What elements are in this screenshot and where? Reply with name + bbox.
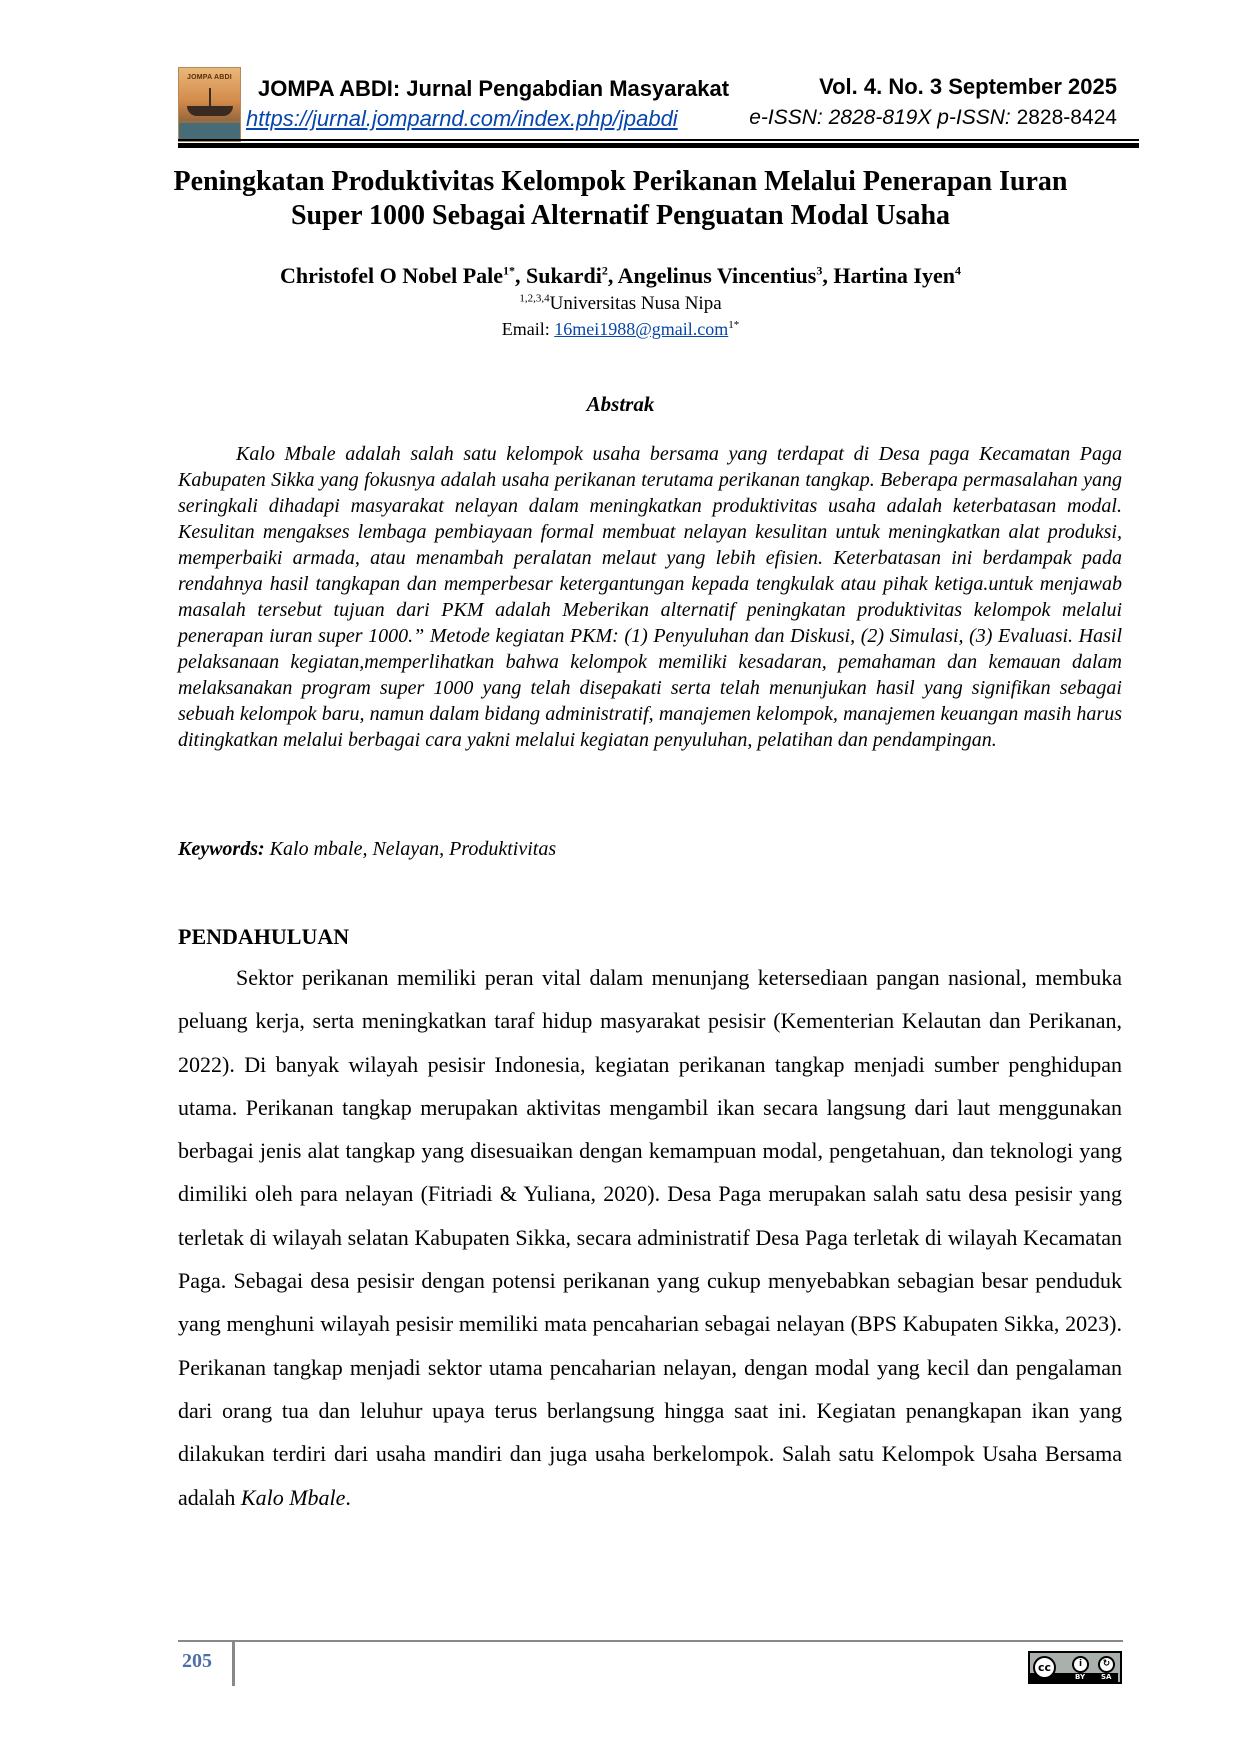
- cover-title: JOMPA ABDI: [187, 74, 232, 81]
- abstract-heading: Abstrak: [586, 392, 655, 416]
- license-by-label: BY: [1075, 1673, 1086, 1681]
- email-link[interactable]: 16mei1988@gmail.com: [554, 319, 729, 339]
- header-rule-thin: [178, 139, 1139, 141]
- affiliation: [150, 293, 1091, 315]
- author-separator: ,: [607, 263, 618, 288]
- author-name: Sukardi: [526, 263, 602, 288]
- author-name: Hartina Iyen: [833, 263, 955, 288]
- author-name: Angelinus Vincentius: [617, 263, 817, 288]
- page-number: 205: [182, 1650, 212, 1672]
- cc-by-sa-license-icon[interactable]: [1028, 1651, 1122, 1684]
- paragraph-text: Sektor perikanan memiliki peran vital dalam menunjang ketersediaan pangan nasional, membuka peluang kerja, serta meningkatkan taraf hidup masyarakat pesisir (Kementerian Kelautan dan Perikanan, 2022). Di banyak wilayah pesisir Indonesia, kegiatan perikanan tangkap menjadi sumber penghidupan utama. Perikanan tangkap merupakan aktivitas mengambil ikan secara langsung dari laut menggunakan berbagai jenis alat tangkap yang disesuaikan dengan kemampuan modal, pengetahuan, dan teknologi yang dimiliki oleh para nelayan (Fitriadi & Yuliana, 2020). Desa Paga merupakan salah satu desa pesisir yang terletak di wilayah selatan Kabupaten Sikka, secara administratif Desa Paga terletak di wilayah Kecamatan Paga. Sebagai desa pesisir dengan potensi perikanan yang cukup menyebabkan sebagian besar penduduk yang menghuni wilayah pesisir memiliki mata pencaharian sebagai nelayan (BPS Kabupaten Sikka, 2023). Perikanan tangkap menjadi sektor utama pencaharian nelayan, dengan modal yang kecil dan pengalaman dari orang tua dan leluhur upaya terus berlangsung hingga saat ini. Kegiatan penangkapan ikan yang dilakukan terdiri dari usaha mandiri dan juga usaha berkelompok. Salah satu Kelompok Usaha Bersama adalah: [178, 965, 1122, 1510]
- email-sup: 1*: [728, 319, 740, 331]
- author-separator: ,: [822, 263, 834, 288]
- section-heading: PENDAHULUAN: [178, 924, 350, 949]
- keywords-label: Keywords:: [178, 838, 265, 860]
- body-paragraph: [178, 956, 1122, 1519]
- author-separator: ,: [515, 263, 527, 288]
- email-line: [150, 319, 1091, 340]
- journal-cover-thumbnail: [178, 67, 241, 142]
- by-person-icon: i: [1072, 1656, 1089, 1673]
- abstract-text: Kalo Mbale adalah salah satu kelompok usaha bersama yang terdapat di Desa paga Kecamatan Paga Kabupaten Sikka yang fokusnya adalah usaha perikanan terutama perikanan tangkap. Beberapa permasalahan yang seringkali dihadapi masyarakat nelayan dalam meningkatkan produktivitas usaha adalah keterbatasan modal. Kesulitan mengakses lembaga pembiayaan formal membuat nelayan kesulitan untuk meningkatkan alat produksi, memperbaiki armada, atau menambah peralatan melaut yang lebih efisien. Keterbatasan ini berdampak pada rendahnya hasil tangkapan dan memperbesar ketergantungan kepada tengkulak atau pihak ketiga.untuk menjawab masalah tersebut tujuan dari PKM adalah Meberikan alternatif peningkatan produktivitas kelompok melalui penerapan iuran super 1000.” Metode kegiatan PKM: (1) Penyuluhan dan Diskusi, (2) Simulasi, (3) Evaluasi. Hasil pelaksanaan kegiatan,memperlihatkan bahwa kelompok memiliki kesadaran, pemahaman dan kemauan dalam melaksanakan program super 1000 yang telah disepakati serta telah menunjukan hasil yang signifikan sebagai sebuah kelompok baru, namun dalam bidang administratif, manajemen kelompok, manajemen keuangan masih harus ditingkatkan melalui berbagai cara yakni melalui kegiatan penyuluhan, pelatihan dan pendampingan.: [178, 443, 1122, 751]
- article-title: Peningkatan Produktivitas Kelompok Perikanan Melalui Penerapan Iuran Super 1000 Sebagai Alternatif Penguatan Modal Usaha: [173, 166, 1068, 231]
- author-sup: 1*: [503, 263, 516, 278]
- journal-volume: Vol. 4. No. 3 September 2025: [819, 74, 1117, 99]
- author-sup: 4: [954, 263, 961, 278]
- affiliation-sup: 1,2,3,4: [519, 292, 550, 305]
- eissn-label: e-ISSN: 2828-819X p-ISSN:: [749, 106, 1011, 129]
- keywords-line: [178, 838, 1122, 861]
- affiliation-name: Universitas Nusa Nipa: [549, 293, 722, 314]
- sa-share-icon: ↻: [1098, 1656, 1115, 1673]
- license-sa-label: SA: [1101, 1673, 1112, 1681]
- journal-url-link[interactable]: https://jurnal.jomparnd.com/index.php/jpabdi: [246, 106, 678, 131]
- author-sup: 2: [601, 263, 608, 278]
- journal-issn: [749, 106, 1117, 130]
- author-list: [150, 263, 1091, 289]
- cc-icon: cc: [1033, 1656, 1056, 1679]
- cover-boat: [187, 106, 233, 116]
- header-rule-thick: [178, 143, 1139, 148]
- cover-mast: [209, 88, 211, 108]
- footer-divider: [232, 1640, 235, 1686]
- pissn-value: 2828-8424: [1016, 106, 1117, 129]
- author-sup: 3: [816, 263, 823, 278]
- paragraph-emphasis: Kalo Mbale: [240, 1484, 346, 1510]
- email-label: Email:: [501, 319, 555, 339]
- keywords-value: Kalo mbale, Nelayan, Produktivitas: [269, 838, 557, 860]
- author-name: Christofel O Nobel Pale: [280, 263, 504, 288]
- paragraph-end: .: [345, 1484, 351, 1510]
- journal-name: JOMPA ABDI: Jurnal Pengabdian Masyarakat: [258, 76, 730, 101]
- footer-rule: [178, 1640, 1123, 1642]
